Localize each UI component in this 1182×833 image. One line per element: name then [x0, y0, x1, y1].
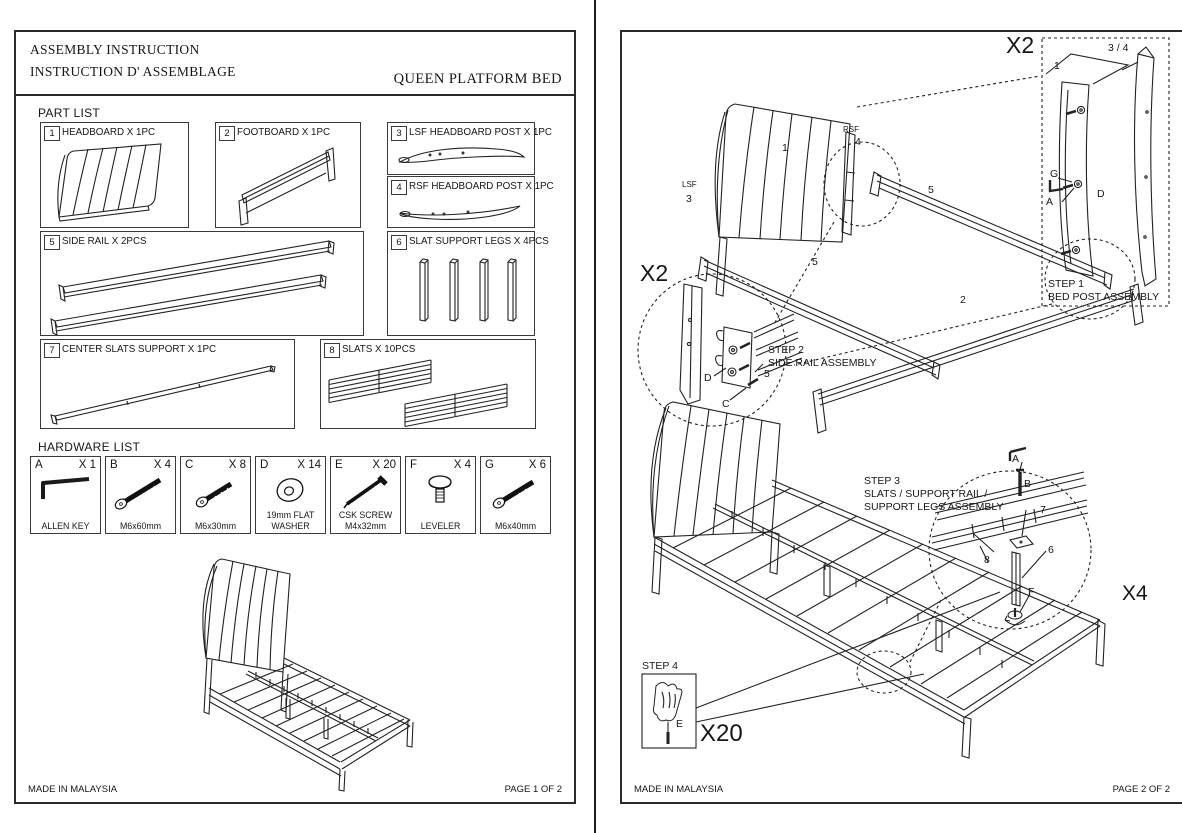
step3-label-a: A	[1012, 453, 1020, 465]
footboard-num-label: 2	[960, 294, 966, 306]
step1-label-d: D	[1097, 188, 1105, 200]
step3-label-b: B	[1024, 478, 1032, 490]
step2-label-d: D	[704, 372, 712, 384]
part-label: LSF HEADBOARD POST X 1PC	[409, 127, 553, 138]
step3-label-6: 6	[1048, 544, 1054, 556]
made-in-label: MADE IN MALAYSIA	[634, 784, 724, 795]
leveler-icon	[406, 471, 475, 511]
rsf-post-illustration	[388, 193, 534, 227]
rail-bottom-num-label: 5	[812, 256, 818, 268]
step1-title-line1: STEP 1	[1048, 278, 1084, 290]
step1-post-ref: 3 / 4	[1108, 42, 1129, 54]
hardware-qty: X 8	[228, 459, 246, 471]
page-1	[14, 30, 576, 804]
rail-top-num-label: 5	[928, 184, 934, 196]
step4-label-e: E	[676, 718, 684, 730]
hardware-cell-b	[105, 456, 176, 534]
lsf-tag-label: LSF	[682, 180, 697, 189]
hardware-qty: X 20	[372, 459, 396, 471]
part-label: FOOTBOARD X 1PC	[237, 127, 331, 138]
step3-title	[864, 475, 1003, 514]
side-rail-illustration	[41, 235, 363, 335]
hardware-label: M6x40mm	[494, 520, 537, 531]
assembly-steps-diagram	[622, 32, 1178, 798]
part-number-badge: 1	[44, 126, 60, 141]
part-box-headboard	[40, 122, 189, 228]
allen-key-icon	[31, 471, 100, 511]
part-box-center-slats-support	[40, 339, 295, 429]
hardware-label: CSK SCREW M4x32mm	[338, 510, 393, 531]
step1-title-line2: BED POST ASSEMBLY	[1048, 291, 1160, 303]
screw-icon	[331, 471, 400, 511]
step3-title-line2: SLATS / SUPPORT RAIL /	[864, 488, 988, 500]
part-label: CENTER SLATS SUPPORT X 1PC	[62, 344, 217, 355]
hardware-cell-a	[30, 456, 101, 534]
part-number-badge: 2	[219, 126, 235, 141]
rsf-num-label: 4	[855, 136, 861, 148]
hardware-letter: F	[410, 459, 418, 471]
part-label: RSF HEADBOARD POST X 1PC	[409, 181, 554, 192]
step4-multiplier: X20	[700, 720, 743, 747]
hardware-cell-e	[330, 456, 401, 534]
part-box-side-rail	[40, 231, 364, 336]
hardware-cell-d	[255, 456, 326, 534]
hardware-letter: C	[185, 459, 194, 471]
title-english: ASSEMBLY INSTRUCTION	[30, 42, 200, 57]
step1-label-g: G	[1050, 168, 1059, 180]
bolt-icon	[481, 471, 550, 511]
header-box	[16, 32, 574, 96]
step1-title	[1048, 278, 1159, 304]
hardware-letter: A	[35, 459, 43, 471]
slats-illustration	[321, 358, 535, 428]
hardware-label: M6x30mm	[194, 520, 237, 531]
hardware-label: M6x60mm	[119, 520, 162, 531]
step3-title-line1: STEP 3	[864, 475, 900, 487]
part-box-slat-support-legs	[387, 231, 549, 336]
step2-title	[768, 344, 877, 370]
hardware-list-title: HARDWARE LIST	[38, 440, 141, 454]
hardware-cell-g	[480, 456, 551, 534]
bolt-icon	[181, 471, 250, 511]
part-box-lsf-post	[387, 122, 553, 175]
part-number-badge: 3	[391, 126, 407, 141]
washer-icon	[256, 471, 325, 511]
footboard-illustration	[216, 139, 360, 227]
step2-multiplier: X2	[640, 260, 669, 286]
headboard-illustration	[41, 141, 188, 227]
lsf-num-label: 3	[686, 193, 692, 205]
step3-label-7: 7	[1040, 504, 1046, 516]
part-number-badge: 7	[44, 343, 60, 358]
part-box-rsf-post	[387, 176, 554, 228]
product-name: QUEEN PLATFORM BED	[393, 71, 562, 87]
step1-multiplier: X2	[1006, 32, 1035, 58]
hardware-label: ALLEN KEY	[41, 520, 90, 531]
assembled-bed-illustration	[176, 540, 446, 792]
page-divider-line	[594, 0, 596, 833]
hardware-letter: B	[110, 459, 118, 471]
step3-title-line3: SUPPORT LEGS ASSEMBLY	[864, 501, 1004, 513]
part-box-footboard	[215, 122, 361, 228]
part-number-badge: 5	[44, 235, 60, 250]
made-in-label: MADE IN MALAYSIA	[28, 784, 118, 795]
step2-title-line1: STEP 2	[768, 344, 804, 356]
page-2	[620, 30, 1182, 804]
rsf-tag-label: RSF	[843, 125, 859, 134]
step3-label-f: F	[1028, 586, 1035, 598]
bolt-icon	[106, 471, 175, 511]
hardware-qty: X 4	[153, 459, 171, 471]
hardware-label: LEVELER	[420, 520, 461, 531]
hardware-cell-c	[180, 456, 251, 534]
hardware-qty: X 4	[453, 459, 471, 471]
title-french: INSTRUCTION D' ASSEMBLAGE	[30, 64, 236, 79]
step2-title-line2: SIDE RAIL ASSEMBLY	[768, 357, 877, 369]
hardware-letter: G	[485, 459, 494, 471]
part-number-badge: 4	[391, 180, 407, 195]
part-label: SIDE RAIL X 2PCS	[62, 236, 147, 247]
page-number: PAGE 1 OF 2	[504, 784, 562, 795]
part-list-title: PART LIST	[38, 106, 101, 120]
page-number: PAGE 2 OF 2	[1112, 784, 1170, 795]
step2-label-5: 5	[764, 368, 770, 380]
hardware-cell-f	[405, 456, 476, 534]
hardware-qty: X 14	[297, 459, 321, 471]
step1-headboard-ref: 1	[1054, 60, 1060, 72]
center-slats-support-illustration	[41, 358, 294, 428]
step1-label-a: A	[1046, 196, 1054, 208]
part-label: HEADBOARD X 1PC	[62, 127, 156, 138]
hardware-letter: D	[260, 459, 269, 471]
part-box-slats	[320, 339, 536, 429]
hardware-qty: X 1	[78, 459, 96, 471]
part-number-badge: 8	[324, 343, 340, 358]
headboard-num-label: 1	[782, 142, 788, 154]
part-number-badge: 6	[391, 235, 407, 250]
hardware-letter: E	[335, 459, 343, 471]
step3-multiplier: X4	[1122, 582, 1148, 605]
slat-support-legs-illustration	[388, 250, 534, 335]
lsf-post-illustration	[388, 140, 534, 174]
hardware-qty: X 6	[528, 459, 546, 471]
step2-label-c: C	[722, 398, 730, 410]
hardware-label: 19mm FLAT WASHER	[266, 510, 315, 531]
step4-title: STEP 4	[642, 660, 678, 672]
part-label: SLATS X 10PCS	[342, 344, 416, 355]
step3-label-8: 8	[984, 554, 990, 566]
part-label: SLAT SUPPORT LEGS X 4PCS	[409, 236, 549, 247]
